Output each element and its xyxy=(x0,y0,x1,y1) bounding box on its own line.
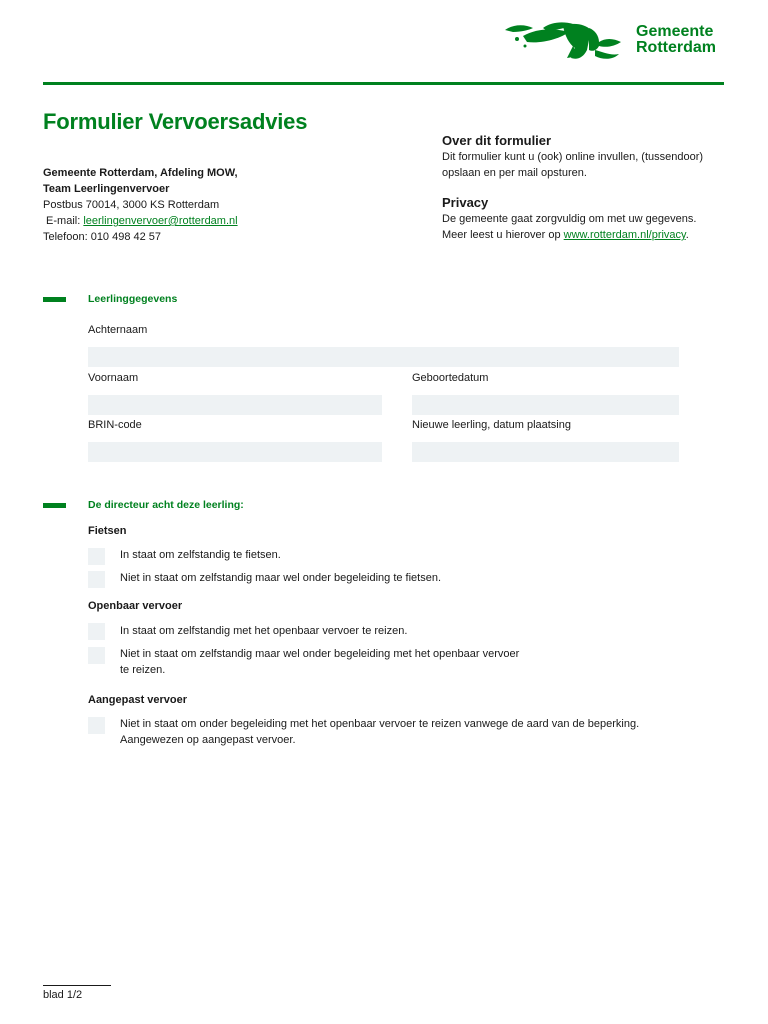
option-aangepast-line-2: Aangewezen op aangepast vervoer. xyxy=(120,734,296,746)
label-voornaam: Voornaam xyxy=(88,372,139,384)
option-ov-begeleiding-line-1: Niet in staat om zelfstandig maar wel onder begeleiding met het openbaar vervoer xyxy=(120,648,520,660)
address-block xyxy=(43,165,238,245)
section-title-leerlinggegevens: Leerlinggegevens xyxy=(88,293,178,305)
privacy-link[interactable]: www.rotterdam.nl/privacy xyxy=(563,229,686,241)
option-aangepast-line-1: Niet in staat om onder begeleiding met het openbaar vervoer te reizen vanwege de aard van de beperking. xyxy=(120,718,640,730)
privacy-line-2 xyxy=(442,227,742,243)
page-number: blad 1/2 xyxy=(43,989,83,1001)
label-brin-code: BRIN-code xyxy=(88,419,142,431)
geboortedatum-field[interactable] xyxy=(412,395,679,415)
logo-line-2: Rotterdam xyxy=(636,39,717,56)
privacy-heading: Privacy xyxy=(442,195,489,210)
about-block xyxy=(442,133,742,243)
email-label: E-mail: xyxy=(43,215,84,227)
section-marker-2 xyxy=(43,503,66,508)
label-nieuwe-leerling: Nieuwe leerling, datum plaatsing xyxy=(412,419,571,431)
label-achternaam: Achternaam xyxy=(88,324,148,336)
nieuwe-leerling-field[interactable] xyxy=(412,442,679,462)
brin-code-field[interactable] xyxy=(88,442,382,462)
option-aangepast-vervoer xyxy=(120,716,639,748)
gemeente-rotterdam-logo xyxy=(503,20,728,64)
checkbox-ov-begeleiding[interactable] xyxy=(88,647,105,664)
email-line xyxy=(43,213,238,229)
option-ov-zelfstandig: In staat om zelfstandig met het openbaar vervoer te reizen. xyxy=(120,625,408,637)
checkbox-ov-zelfstandig[interactable] xyxy=(88,623,105,640)
group-heading-openbaar-vervoer: Openbaar vervoer xyxy=(88,600,183,612)
label-geboortedatum: Geboortedatum xyxy=(412,372,489,384)
address-line-1: Gemeente Rotterdam, Afdeling MOW, xyxy=(43,167,238,179)
voornaam-field[interactable] xyxy=(88,395,382,415)
about-text: Dit formulier kunt u (ook) online invullen, (tussendoor) opslaan en per mail opsturen. xyxy=(442,151,704,179)
page-title: Formulier Vervoersadvies xyxy=(43,109,308,134)
email-link[interactable]: leerlingenvervoer@rotterdam.nl xyxy=(83,215,238,227)
phone-line: Telefoon: 010 498 42 57 xyxy=(43,231,162,243)
section-marker-1 xyxy=(43,297,66,302)
address-line-2: Team Leerlingenvervoer xyxy=(43,183,170,195)
option-ov-begeleiding xyxy=(120,646,519,678)
address-line-3: Postbus 70014, 3000 KS Rotterdam xyxy=(43,199,220,211)
logo-wordmark xyxy=(636,24,716,56)
rotterdam-lion-logo-icon xyxy=(503,20,628,64)
achternaam-field[interactable] xyxy=(88,347,679,367)
checkbox-aangepast-vervoer[interactable] xyxy=(88,717,105,734)
group-heading-aangepast-vervoer: Aangepast vervoer xyxy=(88,694,188,706)
option-fietsen-zelfstandig: In staat om zelfstandig te fietsen. xyxy=(120,549,281,561)
option-fietsen-begeleiding: Niet in staat om zelfstandig maar wel onder begeleiding te fietsen. xyxy=(120,572,442,584)
about-heading: Over dit formulier xyxy=(442,133,552,148)
footer-divider xyxy=(43,985,111,986)
section-title-directeur: De directeur acht deze leerling: xyxy=(88,499,244,511)
privacy-end: . xyxy=(685,229,689,241)
header-divider xyxy=(43,82,724,85)
option-ov-begeleiding-line-2: te reizen. xyxy=(120,664,166,676)
checkbox-fietsen-begeleiding[interactable] xyxy=(88,571,105,588)
privacy-text-1: De gemeente gaat zorgvuldig om met uw gegevens. xyxy=(442,213,697,225)
privacy-text-2: Meer leest u hierover op xyxy=(442,229,564,241)
group-heading-fietsen: Fietsen xyxy=(88,525,127,537)
checkbox-fietsen-zelfstandig[interactable] xyxy=(88,548,105,565)
logo-line-1: Gemeente xyxy=(636,23,714,40)
